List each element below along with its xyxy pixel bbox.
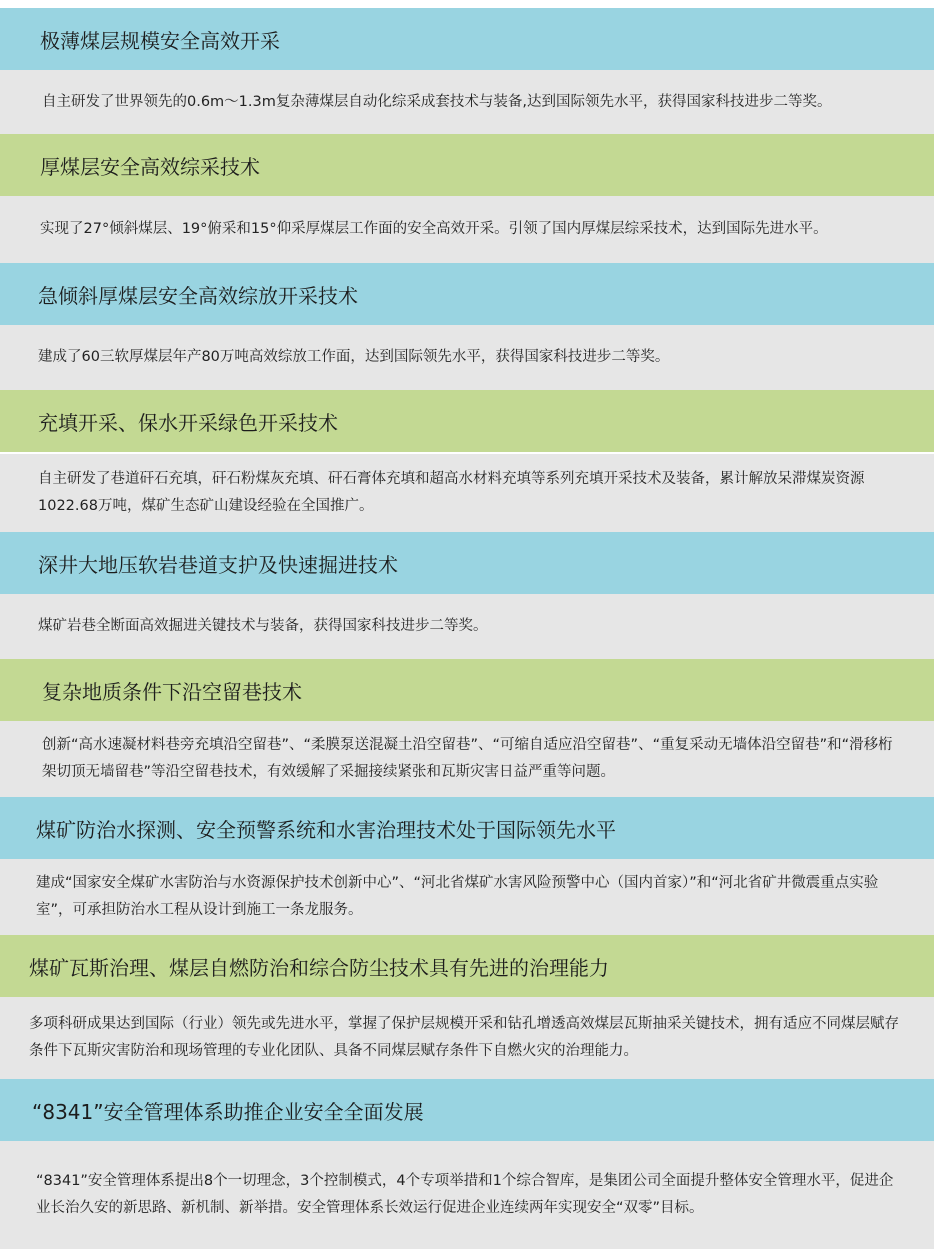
section-text-content: 煤矿岩巷全断面高效掘进关键技术与装备，获得国家科技进步二等奖。 [38, 618, 488, 634]
section-text-content: 多项科研成果达到国际（行业）领先或先进水平，掌握了保护层规模开采和钻孔增透高效煤层瓦斯抽采关键技术，拥有适应不同煤层赋存条件下瓦斯灾害防治和现场管理的专业化团队、具备不同煤层赋存条件下自燃火灾的治理能力。 [29, 1016, 899, 1059]
section-title: 急倾斜厚煤层安全高效综放开采技术 [0, 263, 934, 325]
section-text-content: 建成了60三软厚煤层年产80万吨高效综放工作面，达到国际领先水平，获得国家科技进步二等奖。 [38, 349, 670, 365]
section-text [0, 454, 934, 532]
section-text-content: 实现了27°倾斜煤层、19°俯采和15°仰采厚煤层工作面的安全高效开采。引领了国内厚煤层综采技术，达到国际先进水平。 [40, 221, 828, 237]
section-text-content: 创新“高水速凝材料巷旁充填沿空留巷”、“柔膜泵送混凝土沿空留巷”、“可缩自适应沿空留巷”、“重复采动无墙体沿空留巷”和“滑移桁架切顶无墙留巷”等沿空留巷技术，有效缓解了采掘接续紧张和瓦斯灾害日益严重等问题。 [42, 737, 893, 780]
section-title: “8341”安全管理体系助推企业安全全面发展 [0, 1079, 934, 1141]
section-text [0, 859, 934, 935]
section-text-content: “8341”安全管理体系提出8个一切理念，3个控制模式，4个专项举措和1个综合智库，是集团公司全面提升整体安全管理水平，促进企业长治久安的新思路、新机制、新举措。安全管理体系长效运行促进企业连续两年实现安全“双零”目标。 [36, 1173, 894, 1216]
section-title: 厚煤层安全高效综采技术 [0, 134, 934, 196]
section-text-content: 建成“国家安全煤矿水害防治与水资源保护技术创新中心”、“河北省煤矿水害风险预警中心（国内首家）”和“河北省矿井微震重点实验室”，可承担防治水工程从设计到施工一条龙服务。 [36, 875, 879, 918]
section-text [0, 997, 934, 1079]
section-text [0, 594, 934, 659]
section-text [0, 721, 934, 797]
section-text [0, 70, 934, 134]
section-title: 煤矿防治水探测、安全预警系统和水害治理技术处于国际领先水平 [0, 797, 934, 859]
section-title: 充填开采、保水开采绿色开采技术 [0, 390, 934, 452]
section-text [0, 325, 934, 390]
section-text [0, 196, 934, 263]
section-title: 煤矿瓦斯治理、煤层自燃防治和综合防尘技术具有先进的治理能力 [0, 935, 934, 997]
section-text-content: 自主研发了巷道矸石充填，矸石粉煤灰充填、矸石膏体充填和超高水材料充填等系列充填开采技术及装备，累计解放呆滞煤炭资源1022.68万吨，煤矿生态矿山建设经验在全国推广。 [38, 471, 865, 514]
section-title: 复杂地质条件下沿空留巷技术 [0, 659, 934, 721]
section-title: 深井大地压软岩巷道支护及快速掘进技术 [0, 532, 934, 594]
section-title: 极薄煤层规模安全高效开采 [0, 8, 934, 70]
section-text-content: 自主研发了世界领先的0.6m～1.3m复杂薄煤层自动化综采成套技术与装备,达到国际领先水平，获得国家科技进步二等奖。 [42, 93, 832, 110]
section-text [0, 1141, 934, 1249]
